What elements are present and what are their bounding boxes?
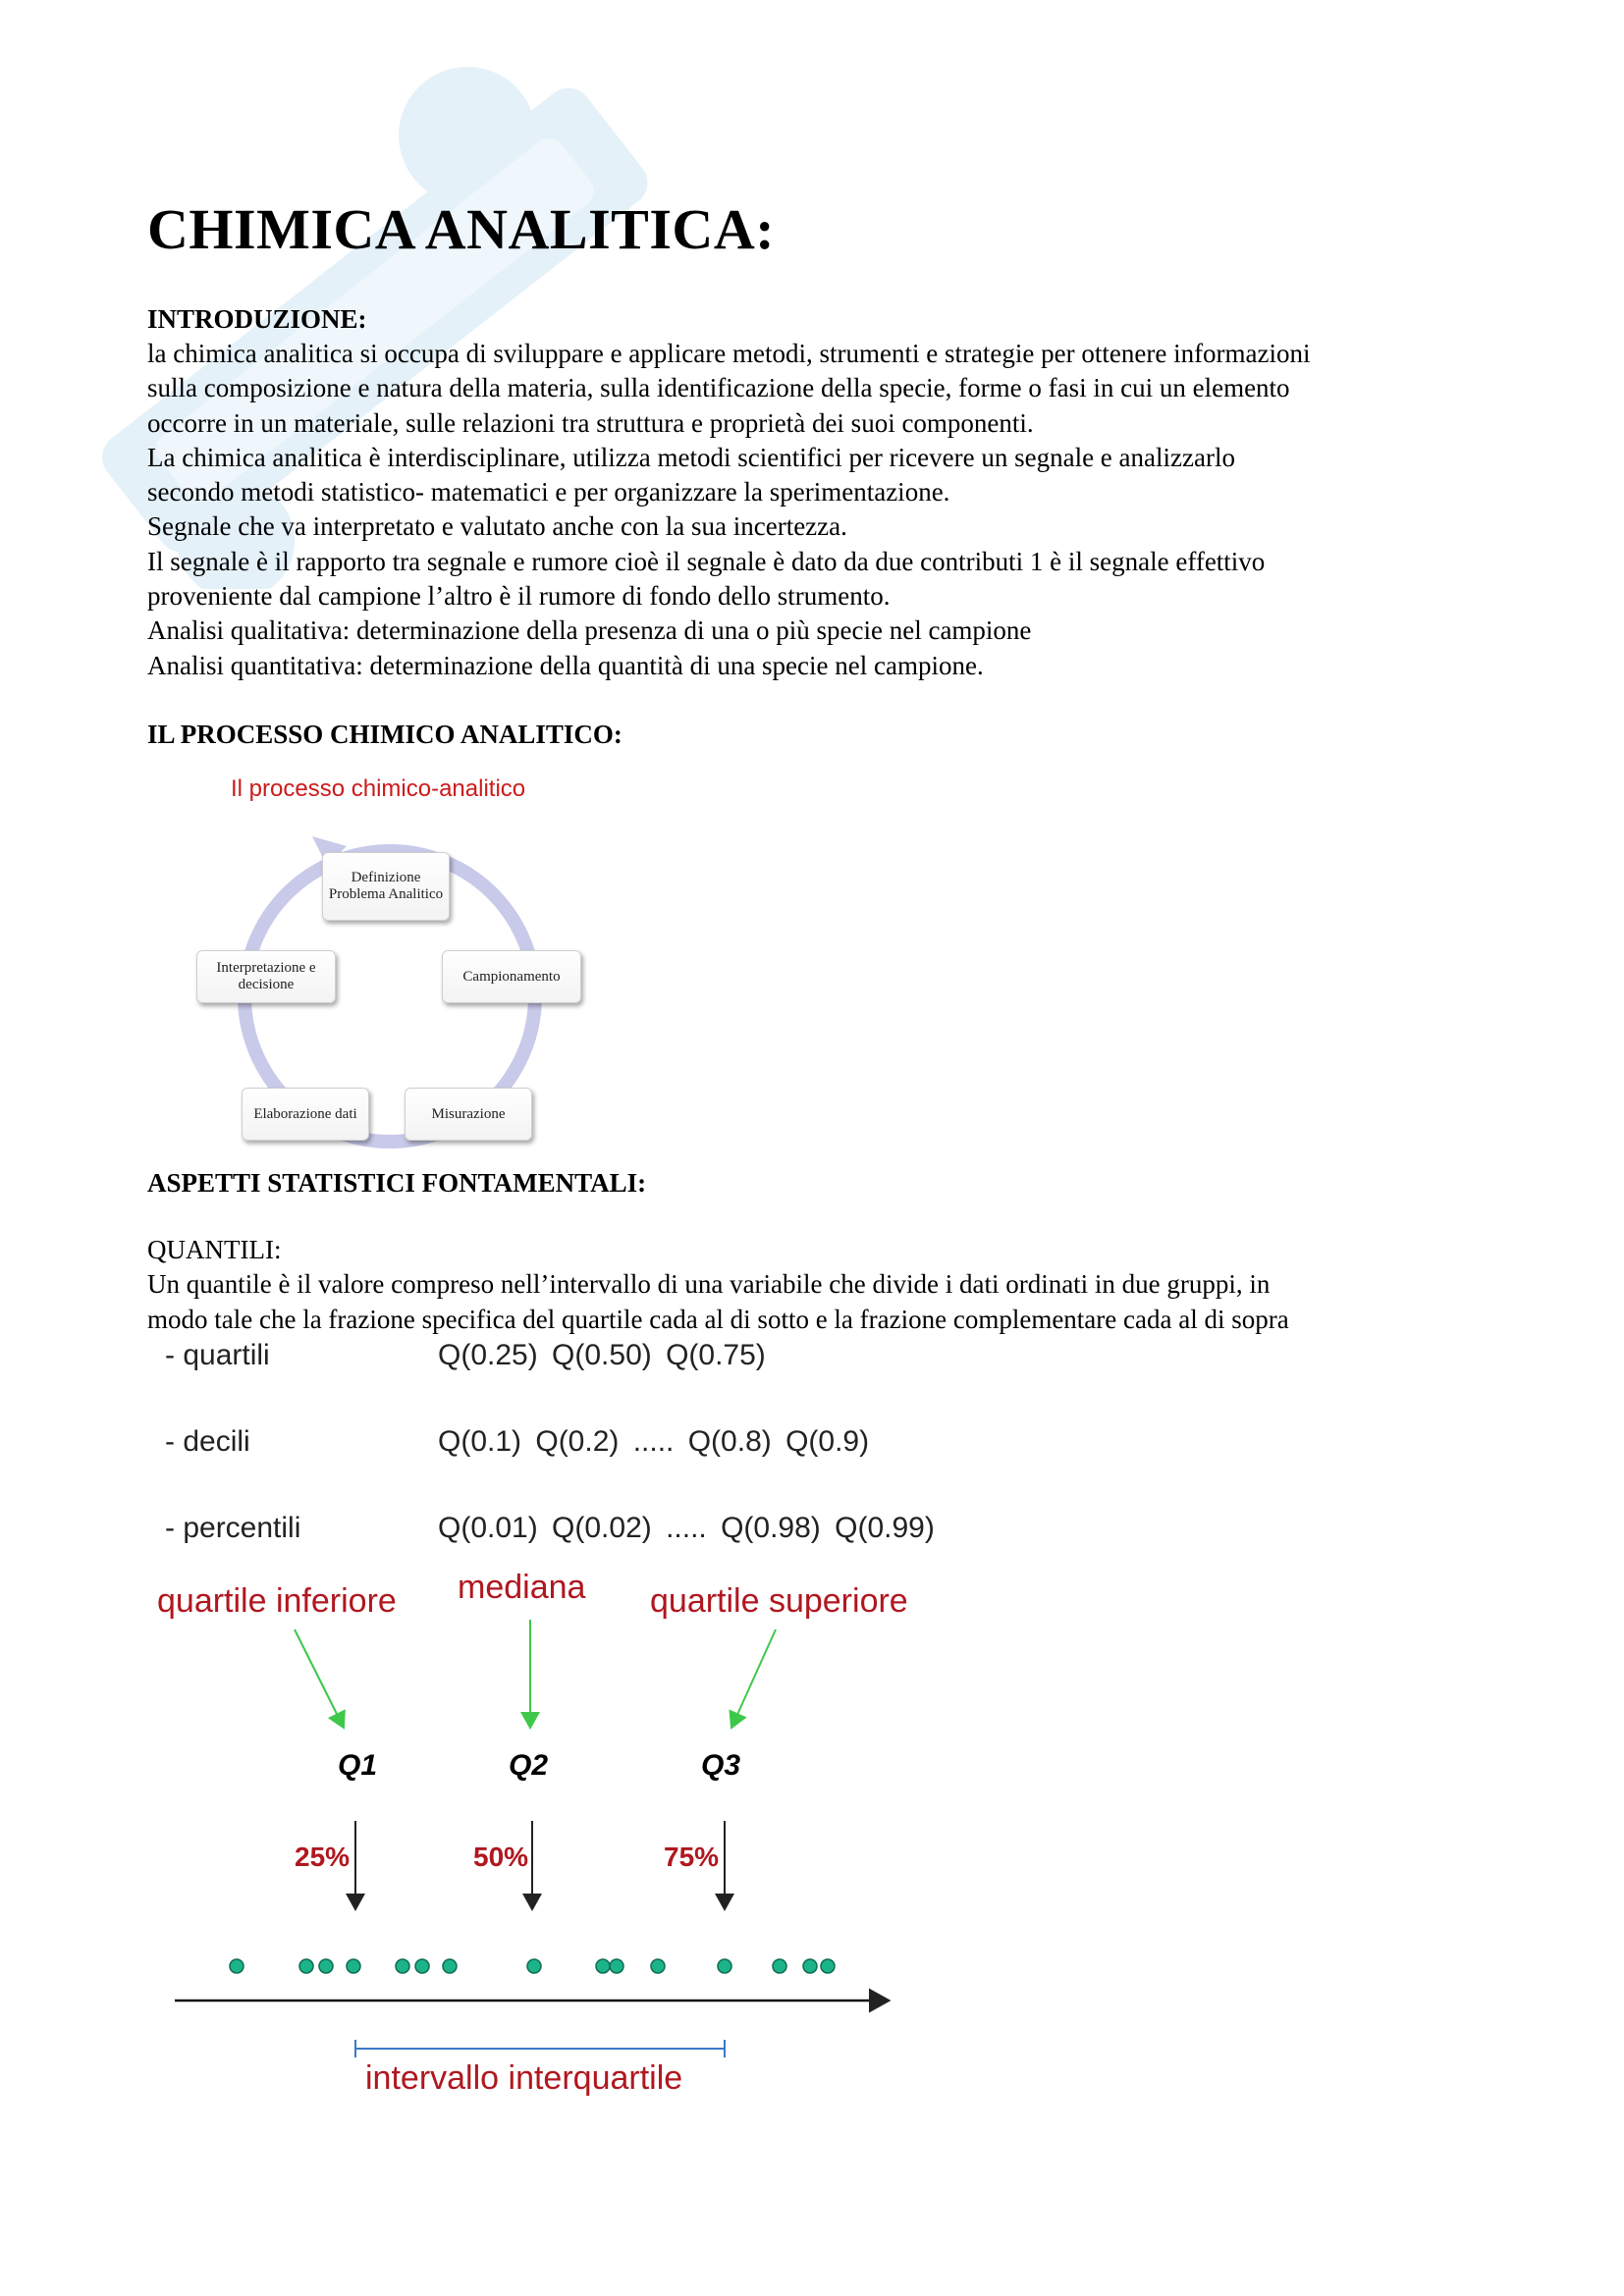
quantile-type-values: Q(0.1) Q(0.2) ..... Q(0.8) Q(0.9) [438,1425,870,1458]
intro-line: Il segnale è il rapporto tra segnale e rumore cioè il segnale è dato da due contributi 1 è il segnale effettivo [147,546,1266,576]
quantili-line: Un quantile è il valore compreso nell’intervallo di una variabile che divide i dati ordinati in due gruppi, in [147,1269,1271,1300]
q1-label: Q1 [338,1749,378,1782]
quantile-type-label: - quartili [165,1339,270,1371]
quantile-type-label: - decili [165,1425,250,1458]
percent-25-label: 25% [295,1842,351,1872]
intro-line: secondo metodi statistico- matematici e per organizzare la sperimentazione. [147,477,950,507]
process-heading: IL PROCESSO CHIMICO ANALITICO: [147,720,623,749]
data-point [299,1959,313,1973]
data-point [718,1959,731,1973]
data-point [651,1959,665,1973]
percent-75-label: 75% [664,1842,720,1872]
intro-line: la chimica analitica si occupa di sviluppare e applicare metodi, strumenti e strategie per ottenere informazioni [147,339,1311,368]
data-point [821,1959,835,1973]
data-point [396,1959,409,1973]
percent-50-label: 50% [473,1842,529,1872]
q3-label: Q3 [701,1749,741,1782]
quantile-type-label: - percentili [165,1512,301,1544]
data-point [230,1959,244,1973]
intro-line: sulla composizione e natura della materia, sulla identificazione della specie, forme o fasi in cui un elemento [147,373,1290,403]
iqr-label: intervallo interquartile [365,2059,683,2097]
stats-heading: ASPETTI STATISTICI FONTAMENTALI: [147,1168,647,1198]
intro-line: Analisi quantitativa: determinazione della quantità di una specie nel campione. [147,650,984,680]
data-point [415,1959,429,1973]
intro-line: occorre in un materiale, sulle relazioni tra struttura e proprietà dei suoi componenti. [147,407,1034,438]
data-point [319,1959,333,1973]
intro-heading: INTRODUZIONE: [147,304,367,334]
page-title: CHIMICA ANALITICA: [147,197,776,261]
quantili-line: modo tale che la frazione specifica del quartile cada al di sotto e la frazione complementare cada al di sopra [147,1304,1289,1334]
data-point [443,1959,457,1973]
intro-line: Segnale che va interpretato e valutato anche con la sua incertezza. [147,511,847,542]
lower-quartile-label: quartile inferiore [157,1582,397,1620]
data-point [773,1959,786,1973]
intro-line: Analisi qualitativa: determinazione della presenza di una o più specie nel campione [147,615,1032,646]
quantili-heading: QUANTILI: [147,1235,282,1264]
quantile-type-values: Q(0.25) Q(0.50) Q(0.75) [438,1339,766,1371]
intro-line: La chimica analitica è interdisciplinare, utilizza metodi scientifici per ricevere un segnale e analizzarlo [147,442,1235,472]
data-point [596,1959,610,1973]
data-point [347,1959,360,1973]
step-elaborazione-dati: Elaborazione dati [242,1088,369,1141]
diagram-title: Il processo chimico-analitico [231,775,526,802]
arrow-upper [731,1629,776,1728]
step-definizione: Definizione Problema Analitico [322,852,450,921]
data-point [803,1959,817,1973]
step-misurazione: Misurazione [405,1088,532,1141]
upper-quartile-label: quartile superiore [650,1582,908,1620]
arrow-lower [295,1629,344,1728]
quantile-type-values: Q(0.01) Q(0.02) ..... Q(0.98) Q(0.99) [438,1512,935,1544]
data-point [610,1959,623,1973]
intro-line: proveniente dal campione l’altro è il rumore di fondo dello strumento. [147,581,891,612]
step-campionamento: Campionamento [442,950,581,1003]
data-point [527,1959,541,1973]
step-interpretazione: Interpretazione e decisione [196,950,336,1003]
median-label: mediana [458,1569,586,1606]
q2-label: Q2 [509,1749,549,1782]
